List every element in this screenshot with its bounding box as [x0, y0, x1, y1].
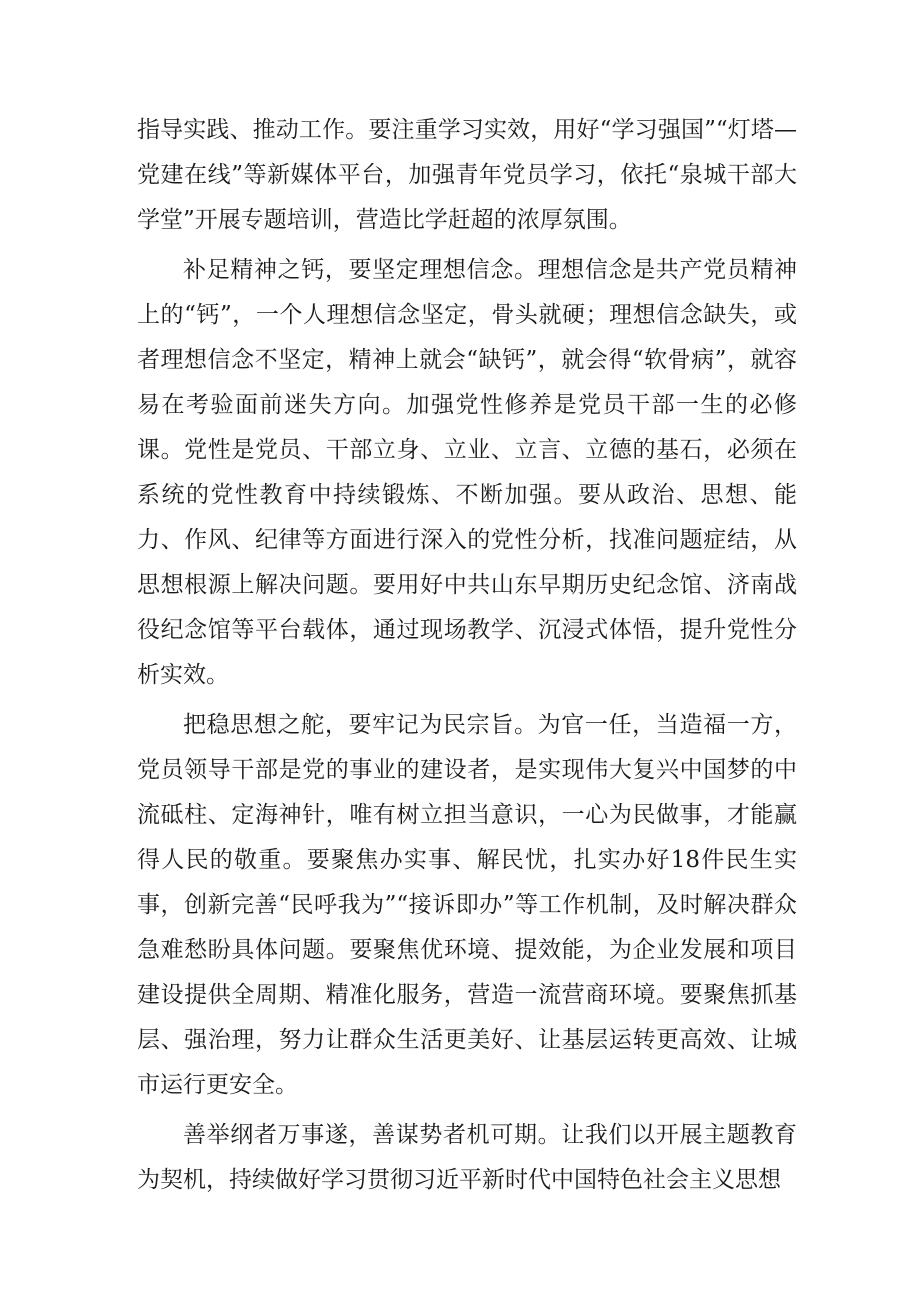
document-body: [137, 108, 797, 1208]
paragraph-continuation: 指导实践、推动工作。要注重学习实效，用好“学习强国”“灯塔—党建在线”等新媒体平台，加强青年党员学习，依托“泉城干部大学堂”开展专题培训，营造比学赶超的浓厚氛围。: [137, 117, 797, 233]
paragraph-ideological-rudder: 把稳思想之舵，要牢记为民宗旨。为官一任，当造福一方，党员领导干部是党的事业的建设者，是实现伟大复兴中国梦的中流砥柱、定海神针，唯有树立担当意识，一心为民做事，才能赢得人民的敬重。要聚焦办实事、解民忧，扎实办好18件民生实事，创新完善“民呼我为”“接诉即办”等工作机制，及时解决群众急难愁盼具体问题。要聚焦优环境、提效能，为企业发展和项目建设提供全周期、精准化服务，营造一流营商环境。要聚焦抓基层、强治理，努力让群众生活更美好、让基层运转更高效、让城市运行更安全。: [137, 712, 797, 1098]
paragraph-spiritual-calcium: 补足精神之钙，要坚定理想信念。理想信念是共产党员精神上的“钙”，一个人理想信念坚定，骨头就硬；理想信念缺失，或者理想信念不坚定，精神上就会“缺钙”，就会得“软骨病”，就容易在考验面前迷失方向。加强党性修养是党员干部一生的必修课。党性是党员、干部立身、立业、立言、立德的基石，必须在系统的党性教育中持续锻炼、不断加强。要从政治、思想、能力、作风、纪律等方面进行深入的党性分析，找准问题症结，从思想根源上解决问题。要用好中共山东早期历史纪念馆、济南战役纪念馆等平台载体，通过现场教学、沉浸式体悟，提升党性分析实效。: [137, 257, 797, 688]
paragraph-conclusion: 善举纲者万事遂，善谋势者机可期。让我们以开展主题教育为契机，持续做好学习贯彻习近平新时代中国特色社会主义思想: [137, 1122, 797, 1193]
